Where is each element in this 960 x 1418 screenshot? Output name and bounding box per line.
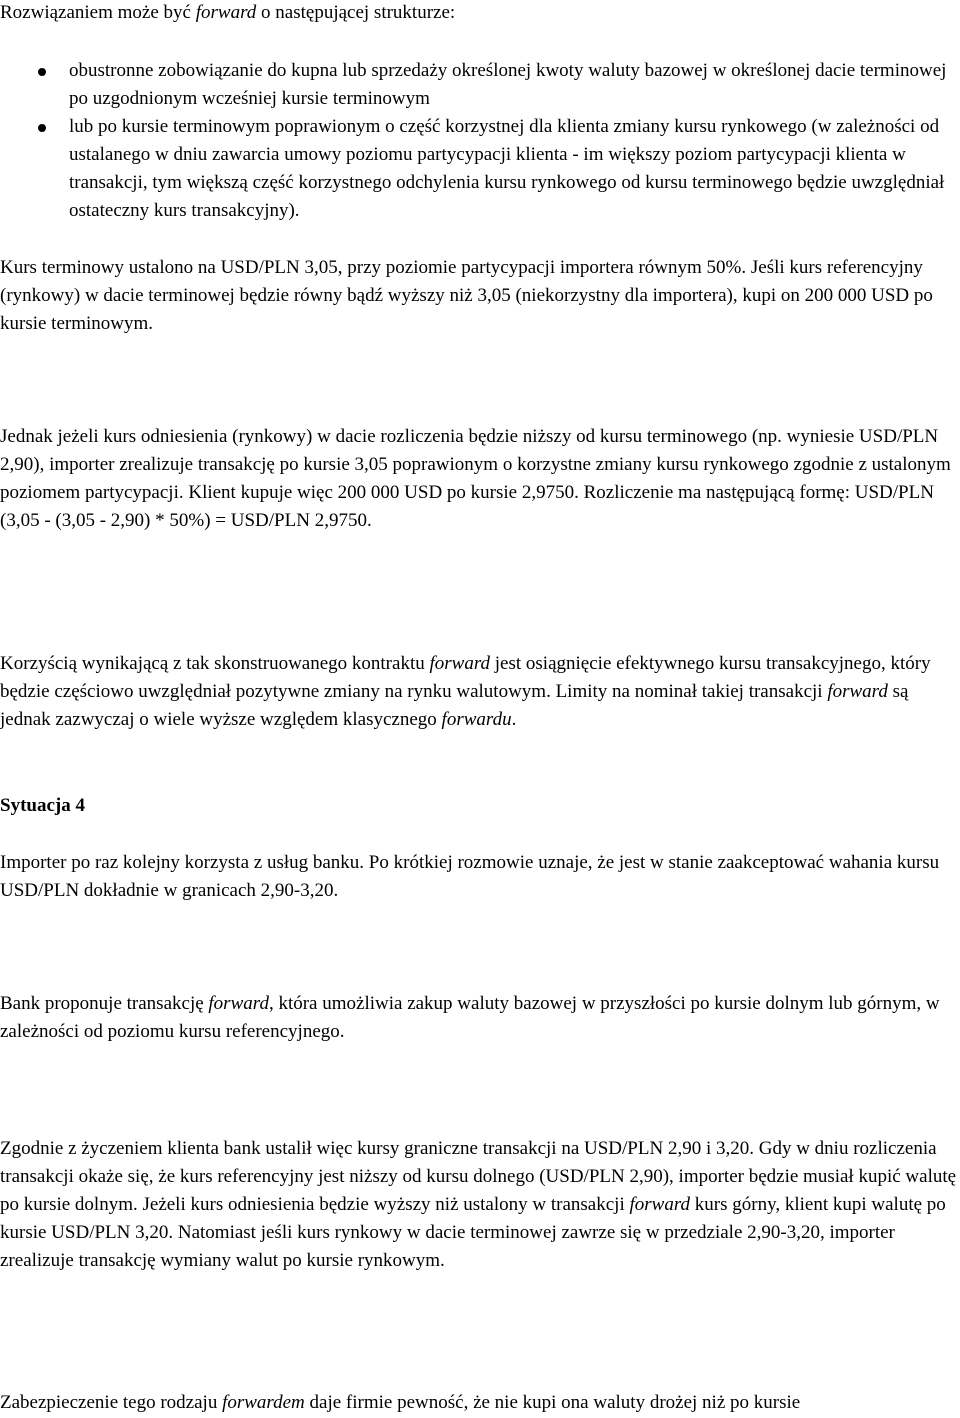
paragraph-benefit [0, 650, 960, 734]
benefit-text-e: są jednak zazwyczaj o wiele wyższe względem klasycznego [0, 681, 909, 730]
limits-text-a: Zgodnie z życzeniem klienta bank ustalił więc kursy graniczne transakcji na USD/PLN 2,90 i 3,20. Gdy w dniu rozliczenia transakcji okaże się, że kurs referencyjny jest niższy od kursu dolnego (USD/PLN 2,90), importer będzie musiał kupić walutę po kursie dolnym. Jeżeli kurs odniesienia będzie wyższy niż ustalony w transakcji [0, 1138, 957, 1215]
hedging-text-a: Zabezpieczenie tego rodzaju [0, 1392, 223, 1413]
paragraph-limits [0, 1135, 960, 1275]
benefit-text-g: . [511, 709, 517, 730]
hedging-italic-term: forwardem [222, 1392, 305, 1413]
structure-bullet-list [0, 57, 960, 225]
paragraph-hedging [0, 1389, 960, 1417]
list-item [0, 113, 960, 225]
paragraph-importer: Importer po raz kolejny korzysta z usług banku. Po krótkiej rozmowie uznaje, że jest w stanie zaakceptować wahania kursu USD/PLN dokładnie w granicach 2,90-3,20. [0, 852, 940, 901]
list-item-text: obustronne zobowiązanie do kupna lub sprzedaży określonej kwoty waluty bazowej w określonej dacie terminowej po uzgodnionym wcześniej kursie terminowym [69, 60, 947, 109]
benefit-text-a: Korzyścią wynikającą z tak skonstruowanego kontraktu [0, 653, 430, 674]
intro-text-after: o następującej strukturze: [256, 2, 456, 23]
benefit-text-c: jest osiągnięcie efektywnego kursu transakcyjnego, który będzie częściowo uwzględniał pozytywne zmiany na rynku walutowym. Limity na nominał takiej transakcji [0, 653, 931, 702]
proposal-italic-term: forward [208, 993, 269, 1014]
section-heading: Sytuacja 4 [0, 795, 85, 816]
proposal-text-a: Bank proponuje transakcję [0, 993, 209, 1014]
intro-italic-term: forward [195, 2, 257, 23]
bullet-icon [38, 68, 46, 76]
intro-paragraph [0, 0, 960, 27]
benefit-italic-term-1: forward [429, 653, 491, 674]
bullet-icon [38, 124, 46, 132]
list-item-text: lub po kursie terminowym poprawionym o część korzystnej dla klienta zmiany kursu rynkowego (w zależności od ustalanego w dniu zawarcia umowy poziomu partycypacji klienta - im większy poziom partycypacji klienta w transakcji, tym większą część korzystnego odchylenia kursu rynkowego od kursu terminowego będzie uwzględniał ostateczny kurs transakcyjny). [69, 116, 945, 221]
benefit-italic-term-3: forwardu [441, 709, 512, 730]
intro-text-before: Rozwiązaniem może być [0, 2, 196, 23]
list-item [0, 57, 960, 113]
hedging-text-c: daje firmie pewność, że nie kupi ona waluty drożej niż po kursie [304, 1392, 801, 1413]
paragraph-forward-rate: Kurs terminowy ustalono na USD/PLN 3,05, przy poziomie partycypacji importera równym 50%. Jeśli kurs referencyjny (rynkowy) w dacie terminowej będzie równy bądź wyższy niż 3,05 (niekorzystny dla importera), kupi on 200 000 USD po kursie terminowym. [0, 257, 933, 334]
benefit-italic-term-2: forward [827, 681, 888, 702]
limits-italic-term: forward [629, 1194, 691, 1215]
proposal-text-c: , która umożliwia zakup waluty bazowej w przyszłości po kursie dolnym lub górnym, w zależności od poziomu kursu referencyjnego. [0, 993, 940, 1042]
paragraph-bank-proposal [0, 990, 960, 1046]
limits-text-c: kurs górny, klient kupi walutę po kursie USD/PLN 3,20. Natomiast jeśli kurs rynkowy w dacie terminowej zawrze się w przedziale 2,90-3,20, importer zrealizuje transakcję wymiany walut po kursie rynkowym. [0, 1194, 946, 1271]
paragraph-settlement: Jednak jeżeli kurs odniesienia (rynkowy) w dacie rozliczenia będzie niższy od kursu terminowego (np. wyniesie USD/PLN 2,90), importer zrealizuje transakcję po kursie 3,05 poprawionym o korzystne zmiany kursu rynkowego zgodnie z ustalonym poziomem partycypacji. Klient kupuje więc 200 000 USD po kursie 2,9750. Rozliczenie ma następującą formę: USD/PLN (3,05 - (3,05 - 2,90) * 50%) = USD/PLN 2,9750. [0, 426, 951, 531]
